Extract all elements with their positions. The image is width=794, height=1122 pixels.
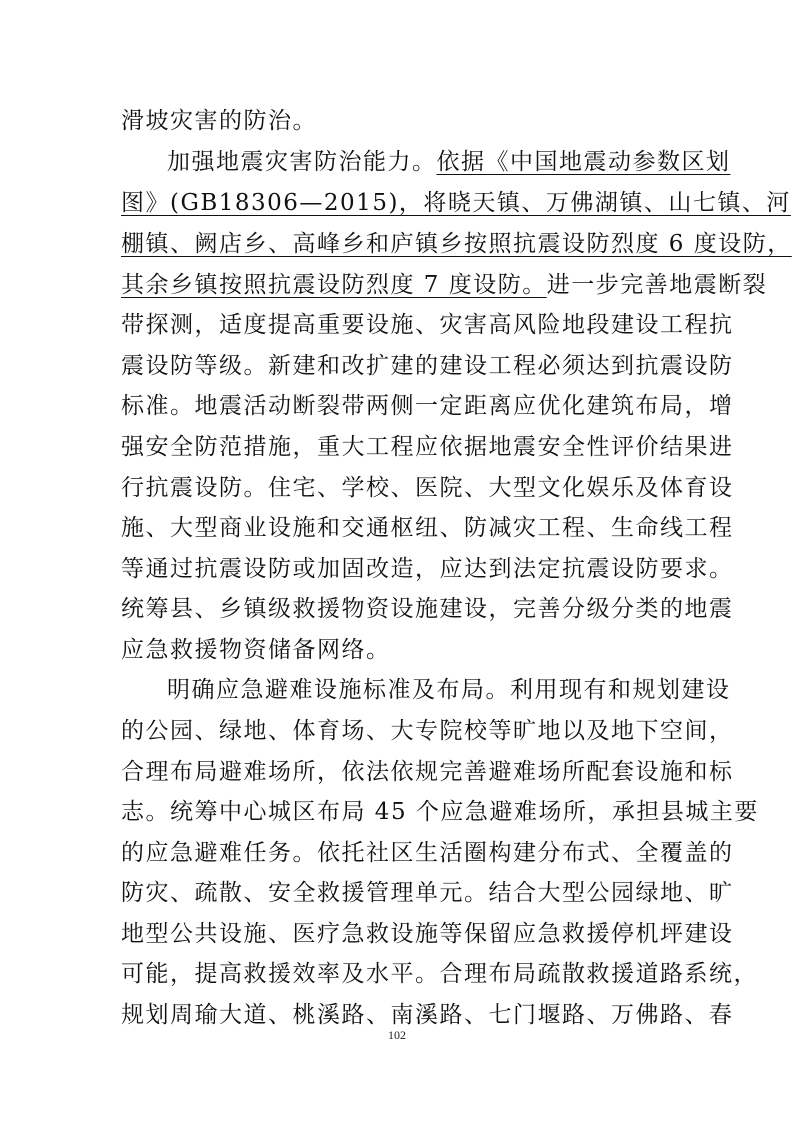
text-line: 标准。地震活动断裂带两侧一定距离应优化建筑布局，增 bbox=[121, 393, 734, 419]
underlined-text: 棚镇、阙店乡、高峰乡和庐镇乡按照抗震设防烈度 6 度设防， bbox=[121, 231, 792, 257]
text-line bbox=[121, 270, 768, 300]
text-line: 应急救援物资储备网络。 bbox=[121, 637, 391, 663]
text-line bbox=[121, 229, 792, 259]
text-line: 强安全防范措施，重大工程应依据地震安全性评价结果进 bbox=[121, 434, 734, 460]
text-line: 带探测，适度提高重要设施、灾害高风险地段建设工程抗 bbox=[121, 312, 734, 338]
text-line: 等通过抗震设防或加固改造，应达到法定抗震设防要求。 bbox=[121, 556, 734, 582]
text-line: 地型公共设施、医疗急救设施等保留应急救援停机坪建设 bbox=[121, 921, 734, 947]
text-line: 合理布局避难场所，依法依规完善避难场所配套设施和标 bbox=[121, 759, 734, 785]
underlined-text: 其余乡镇按照抗震设防烈度 7 度设防。 bbox=[121, 272, 547, 298]
text-line bbox=[121, 188, 791, 218]
page-number: 102 bbox=[388, 1028, 406, 1042]
paragraph-first-line: 明确应急避难设施标准及布局。利用现有和规划建设 bbox=[167, 677, 731, 703]
text-line: 施、大型商业设施和交通枢纽、防减灾工程、生命线工程 bbox=[121, 515, 734, 541]
underlined-text: 图》(GB18306—2015)，将晓天镇、万佛湖镇、山七镇、河 bbox=[121, 190, 791, 216]
text-line: 的公园、绿地、体育场、大专院校等旷地以及地下空间， bbox=[121, 718, 734, 744]
underlined-text: 依据《中国地震动参数区划 bbox=[436, 149, 731, 175]
text-line: 规划周瑜大道、桃溪路、南溪路、七门堰路、万佛路、春 bbox=[121, 1002, 734, 1028]
text-line: 震设防等级。新建和改扩建的建设工程必须达到抗震设防 bbox=[121, 353, 734, 379]
text-line: 滑坡灾害的防治。 bbox=[121, 108, 317, 134]
text-span: 进一步完善地震断裂 bbox=[546, 272, 768, 298]
section-heading: 加强地震灾害防治能力。 bbox=[167, 149, 437, 175]
text-line: 统筹县、乡镇级救援物资设施建设，完善分级分类的地震 bbox=[121, 596, 734, 622]
text-line: 行抗震设防。住宅、学校、医院、大型文化娱乐及体育设 bbox=[121, 475, 734, 501]
text-line: 志。统筹中心城区布局 45 个应急避难场所，承担县城主要 bbox=[121, 799, 759, 825]
text-line: 的应急避难任务。依托社区生活圈构建分布式、全覆盖的 bbox=[121, 840, 734, 866]
text-line: 可能，提高救援效率及水平。合理布局疏散救援道路系统， bbox=[121, 961, 758, 987]
text-line: 防灾、疏散、安全救援管理单元。结合大型公园绿地、旷 bbox=[121, 880, 734, 906]
paragraph-first-line bbox=[167, 147, 731, 177]
